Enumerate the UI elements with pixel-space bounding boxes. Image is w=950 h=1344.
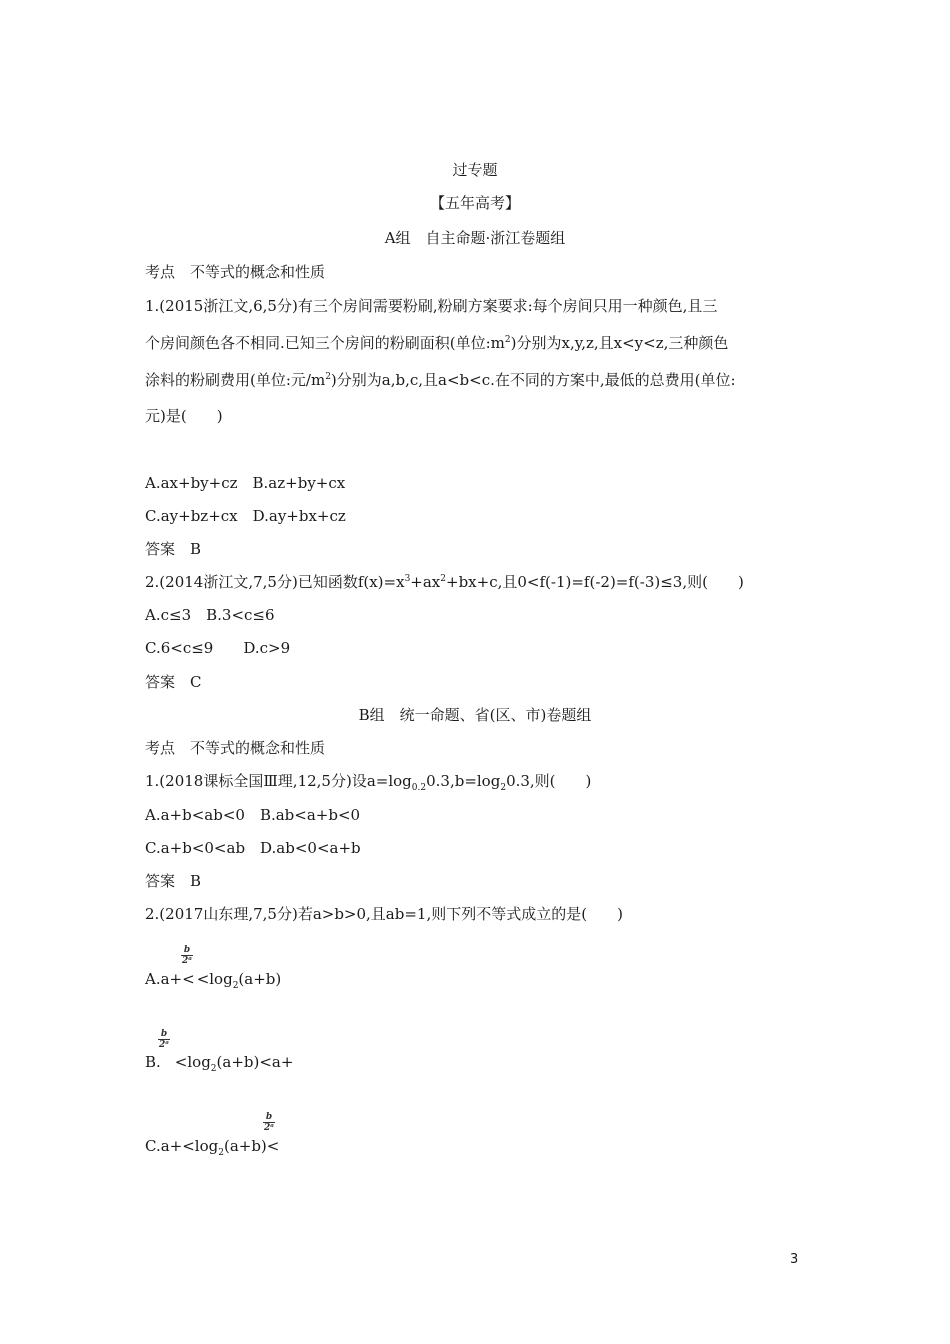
- group-b-topic: 考点 不等式的概念和性质: [145, 739, 326, 757]
- a-q1-options-cd: C.ay+bz+cx D.ay+bx+cz: [145, 507, 346, 525]
- group-a-title: A组 自主命题·浙江卷题组: [384, 229, 566, 247]
- b-q2-option-a: $A.a+< <\log_2(a+b)$: [145, 970, 282, 991]
- a-q2-options-cd: C.6<c≤9 D.c>9: [145, 639, 291, 657]
- b-q1-answer: 答案 B: [145, 872, 202, 890]
- a-q2-stem: 2.(2014浙江文,7,5分)已知函数$f(x)=x^3+ax^2+bx+c$,且0<f(-1)=f(-2)=f(-3)≤3,则( ): [145, 573, 744, 591]
- section-heading: 【五年高考】: [429, 194, 520, 212]
- a-q2-answer: 答案 C: [145, 673, 202, 691]
- a-q1-options-ab: A.ax+by+cz B.az+by+cx: [145, 474, 346, 492]
- page-title: 过专题: [452, 161, 498, 179]
- b-q1-options-ab: A.a+b<ab<0 B.ab<a+b<0: [145, 806, 361, 824]
- a-q2-options-ab: A.c≤3 B.3<c≤6: [145, 606, 275, 624]
- b-q2-stem: 2.(2017山东理,7,5分)若a>b>0,且ab=1,则下列不等式成立的是( ): [145, 905, 623, 923]
- a-q1-line4: 元)是( ): [145, 407, 223, 425]
- a-q1-line3: 涂料的粉刷费用(单位:元$/m^2$)分别为a,b,c,且a<b<c.在不同的方案中,最低的总费用(单位:: [145, 371, 736, 389]
- fraction-b-over-2a: b 2ᵃ: [159, 1029, 169, 1050]
- a-q1-answer: 答案 B: [145, 540, 202, 558]
- group-b-title: B组 统一命题、省(区、市)卷题组: [358, 706, 592, 724]
- b-q2-option-c: $C.a+<\log_2(a+b)<$: [145, 1137, 280, 1158]
- fraction-b-over-2a: b 2ᵃ: [182, 945, 192, 966]
- page-number: 3: [790, 1252, 799, 1267]
- b-q2-option-b: B. $<\log_2(a+b)<a+$: [145, 1053, 294, 1074]
- b-q1-stem: 1.(2018课标全国Ⅲ理,12,5分)设$a=\log_{0.2}0.3,b=\log_20.3$,则( ): [145, 772, 592, 793]
- a-q1-line2: 个房间颜色各不相同.已知三个房间的粉刷面积(单位$:m^2$)分别为x,y,z,且x<y<z,三种颜色: [145, 334, 729, 352]
- group-a-topic: 考点 不等式的概念和性质: [145, 263, 326, 281]
- fraction-b-over-2a: b 2ᵃ: [264, 1112, 274, 1133]
- b-q1-options-cd: C.a+b<0<ab D.ab<0<a+b: [145, 839, 361, 857]
- a-q1-line1: 1.(2015浙江文,6,5分)有三个房间需要粉刷,粉刷方案要求:每个房间只用一种颜色,且三: [145, 297, 718, 315]
